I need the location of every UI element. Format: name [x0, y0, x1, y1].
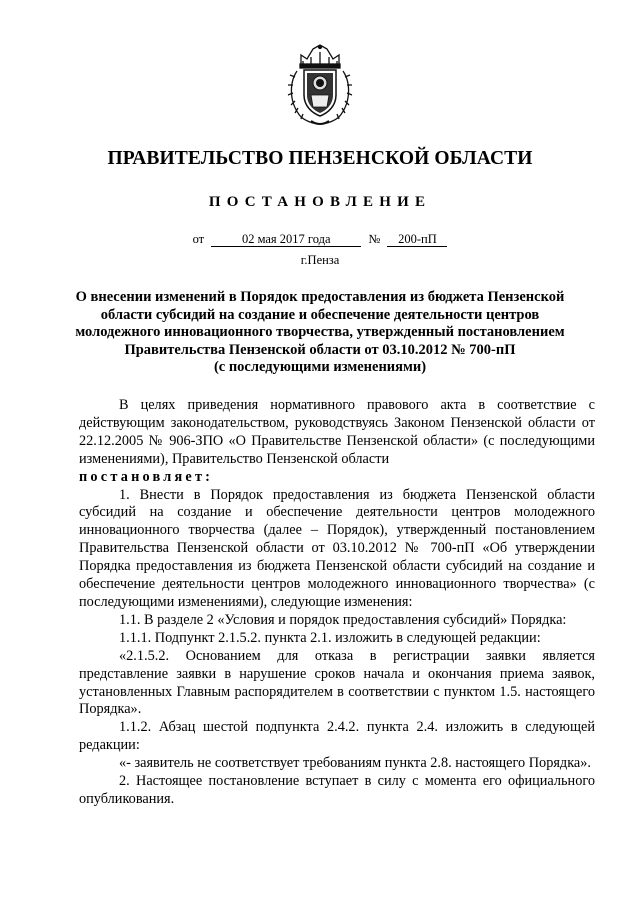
title-line: (с последующими изменениями) [213, 359, 427, 376]
title-line: области субсидий на создание и обеспечение деятельности центров [100, 306, 540, 323]
title-line: молодежного инновационного творчества, утвержденный постановлением [75, 324, 565, 341]
date-number-line [0, 232, 640, 247]
body-paragraph: 1.1. В разделе 2 «Условия и порядок предоставления субсидий» Порядка: [119, 611, 567, 628]
title-line: О внесении изменений в Порядок предоставления из бюджета Пензенской [75, 289, 565, 305]
body-paragraph: 2. Настоящее постановление вступает в силу с момента его официального опубликования. [79, 773, 595, 807]
body-paragraph: 1.1.1. Подпункт 2.1.5.2. пункта 2.1. изложить в следующей редакции: [119, 629, 541, 646]
body-paragraph: «- заявитель не соответствует требованиям пункта 2.8. настоящего Порядка». [119, 755, 591, 772]
organization-name: ПРАВИТЕЛЬСТВО ПЕНЗЕНСКОЙ ОБЛАСТИ [107, 148, 533, 169]
document-kind: ПОСТАНОВЛЕНИЕ [208, 194, 432, 210]
title-line: Правительства Пензенской области от 03.10.2012 № 700-пП [124, 341, 516, 358]
date-prefix: от [192, 232, 205, 246]
preamble-paragraph: В целях приведения нормативного правового акта в соответствие с действующим законодательством, руководствуясь Законом Пензенской области от 22.12.2005 № 906-ЗПО «О Правительстве Пензенской области» (с последующими изменениями), Правительство Пензенской области [79, 397, 595, 467]
document-body [79, 397, 595, 809]
body-paragraph: «2.1.5.2. Основанием для отказа в регистрации заявки является представление заявки в нарушение сроков начала и окончания приема заявок, установленных Главным распорядителем в соответствии с пунктом 1.5. настоящего Порядка». [79, 647, 595, 718]
coat-of-arms-icon [287, 43, 353, 126]
body-paragraph: 1. Внести в Порядок предоставления из бюджета Пензенской области субсидий на создание и обеспечение деятельности центров молодежного инновационного творчества (далее – Порядок), утвержденный постановлением Правительства Пензенской области от 03.10.2012 № 700-пП «Об утверждении Порядка предоставления из бюджета Пензенской области субсидий на создание и обеспечение деятельности центров молодежного инновационного творчества» (с последующими изменениями), следующие изменения: [79, 486, 595, 610]
city: г.Пенза [300, 253, 340, 267]
document-number: 200-пП [387, 232, 447, 247]
body-paragraph: 1.1.2. Абзац шестой подпункта 2.4.2. пункта 2.4. изложить в следующей редакции: [79, 719, 595, 754]
document-title [60, 289, 580, 377]
document-date: 02 мая 2017 года [211, 232, 361, 247]
number-prefix: № [368, 232, 381, 246]
decree-word-line [79, 469, 595, 487]
decree-word: постановляет: [79, 468, 214, 485]
